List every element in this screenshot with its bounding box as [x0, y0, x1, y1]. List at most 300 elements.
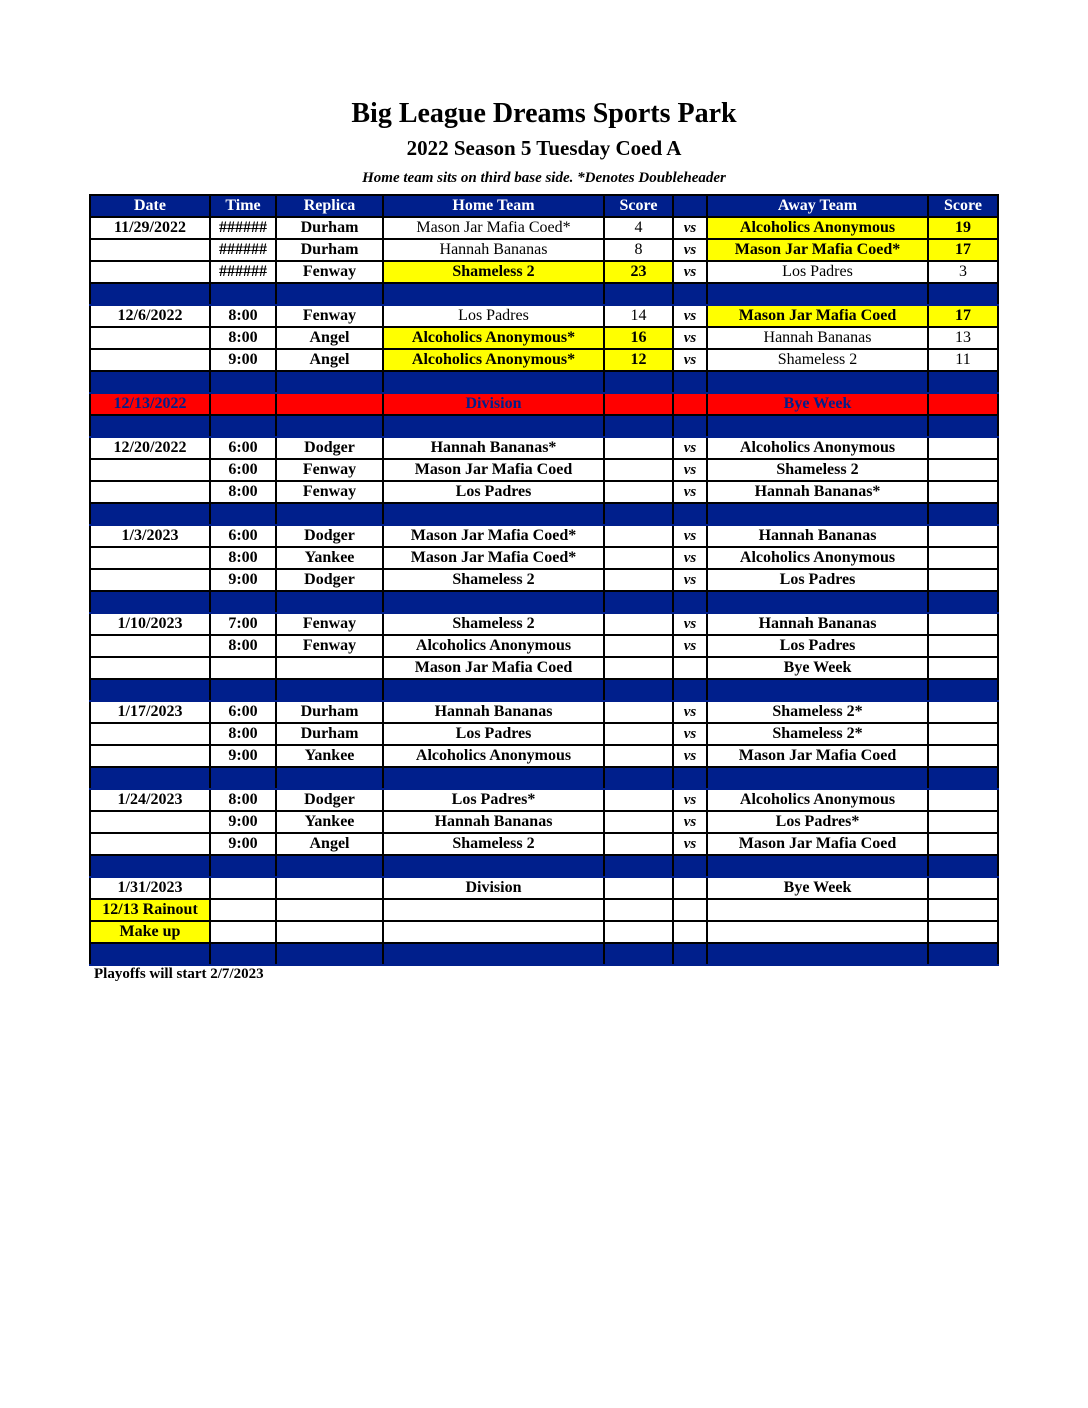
cell-replica: Angel [276, 833, 383, 855]
cell-away-score [928, 481, 998, 503]
cell-away-team: Los Padres* [707, 811, 928, 833]
cell-date: 1/17/2023 [90, 701, 210, 723]
cell-replica [276, 921, 383, 943]
cell-home-team: Alcoholics Anonymous [383, 745, 604, 767]
table-header-row [90, 195, 998, 217]
table-row [90, 657, 998, 679]
separator-cell [707, 371, 928, 393]
cell-replica: Dodger [276, 525, 383, 547]
cell-vs [673, 657, 707, 679]
cell-away-score [928, 921, 998, 943]
cell-date: 12/6/2022 [90, 305, 210, 327]
cell-away-score: 13 [928, 327, 998, 349]
cell-vs: vs [673, 261, 707, 283]
separator-cell [90, 503, 210, 525]
separator-cell [928, 283, 998, 305]
cell-home-team: Alcoholics Anonymous* [383, 349, 604, 371]
cell-time: 8:00 [210, 481, 276, 503]
cell-home-score [604, 789, 673, 811]
cell-away-score [928, 701, 998, 723]
cell-home-score [604, 437, 673, 459]
table-row [90, 393, 998, 415]
cell-date [90, 459, 210, 481]
cell-home-score [604, 899, 673, 921]
table-row [90, 833, 998, 855]
cell-vs [673, 393, 707, 415]
separator-cell [383, 283, 604, 305]
separator-cell [90, 415, 210, 437]
cell-vs: vs [673, 349, 707, 371]
separator-cell [383, 855, 604, 877]
cell-vs: vs [673, 613, 707, 635]
cell-home-team: Shameless 2 [383, 569, 604, 591]
cell-home-team: Division [383, 877, 604, 899]
cell-replica [276, 877, 383, 899]
cell-away-score: 19 [928, 217, 998, 239]
cell-date [90, 327, 210, 349]
cell-vs: vs [673, 789, 707, 811]
separator-cell [673, 415, 707, 437]
cell-away-team [707, 899, 928, 921]
cell-time: ###### [210, 261, 276, 283]
cell-home-score [604, 635, 673, 657]
separator-cell [210, 943, 276, 965]
separator-cell [90, 679, 210, 701]
separator-cell [928, 503, 998, 525]
cell-away-team: Los Padres [707, 569, 928, 591]
cell-date [90, 657, 210, 679]
separator-cell [276, 679, 383, 701]
cell-away-score [928, 569, 998, 591]
cell-vs: vs [673, 811, 707, 833]
cell-away-team: Shameless 2* [707, 723, 928, 745]
cell-away-team [707, 921, 928, 943]
cell-home-score: 23 [604, 261, 673, 283]
cell-away-team: Alcoholics Anonymous [707, 547, 928, 569]
cell-home-score [604, 657, 673, 679]
cell-replica: Yankee [276, 811, 383, 833]
cell-away-team: Alcoholics Anonymous [707, 789, 928, 811]
cell-home-score [604, 723, 673, 745]
cell-replica: Durham [276, 701, 383, 723]
separator-cell [928, 371, 998, 393]
separator-cell [90, 855, 210, 877]
cell-away-team: Alcoholics Anonymous [707, 437, 928, 459]
separator-cell [707, 415, 928, 437]
separator-cell [673, 371, 707, 393]
cell-replica: Fenway [276, 459, 383, 481]
cell-away-score [928, 459, 998, 481]
schedule-note: Home team sits on third base side. *Denotes Doubleheader [362, 170, 726, 186]
cell-home-team: Los Padres* [383, 789, 604, 811]
table-row [90, 481, 998, 503]
cell-date [90, 547, 210, 569]
table-row [90, 613, 998, 635]
cell-home-score [604, 811, 673, 833]
separator-cell [210, 371, 276, 393]
separator-cell [90, 371, 210, 393]
cell-away-team: Shameless 2 [707, 349, 928, 371]
separator-cell [604, 283, 673, 305]
cell-time: 8:00 [210, 723, 276, 745]
cell-away-team: Mason Jar Mafia Coed* [707, 239, 928, 261]
separator-cell [276, 503, 383, 525]
cell-home-team: Mason Jar Mafia Coed* [383, 547, 604, 569]
table-row [90, 745, 998, 767]
week-separator-row [90, 943, 998, 965]
cell-date: 11/29/2022 [90, 217, 210, 239]
separator-cell [928, 943, 998, 965]
cell-replica: Yankee [276, 745, 383, 767]
separator-cell [707, 283, 928, 305]
cell-home-score [604, 745, 673, 767]
cell-home-team: Los Padres [383, 305, 604, 327]
cell-time [210, 899, 276, 921]
cell-time: 8:00 [210, 789, 276, 811]
separator-cell [90, 767, 210, 789]
table-row [90, 899, 998, 921]
col-header-time: Time [210, 195, 276, 217]
cell-replica: Angel [276, 327, 383, 349]
table-row [90, 547, 998, 569]
week-separator-row [90, 503, 998, 525]
cell-time [210, 657, 276, 679]
separator-cell [210, 283, 276, 305]
cell-time: 6:00 [210, 437, 276, 459]
cell-away-team: Mason Jar Mafia Coed [707, 745, 928, 767]
cell-replica: Fenway [276, 481, 383, 503]
cell-away-team: Hannah Bananas [707, 613, 928, 635]
playoffs-note: Playoffs will start 2/7/2023 [94, 966, 264, 982]
cell-time: 6:00 [210, 701, 276, 723]
cell-away-score: 3 [928, 261, 998, 283]
separator-cell [928, 415, 998, 437]
cell-date [90, 723, 210, 745]
cell-vs: vs [673, 635, 707, 657]
cell-date: 1/10/2023 [90, 613, 210, 635]
separator-cell [276, 767, 383, 789]
separator-cell [210, 415, 276, 437]
cell-replica: Fenway [276, 305, 383, 327]
cell-away-team: Shameless 2 [707, 459, 928, 481]
cell-vs: vs [673, 327, 707, 349]
cell-vs [673, 877, 707, 899]
cell-vs: vs [673, 745, 707, 767]
cell-time: 7:00 [210, 613, 276, 635]
cell-home-team: Hannah Bananas [383, 239, 604, 261]
separator-cell [276, 855, 383, 877]
cell-replica: Angel [276, 349, 383, 371]
cell-vs: vs [673, 437, 707, 459]
cell-away-score [928, 657, 998, 679]
cell-home-team: Hannah Bananas* [383, 437, 604, 459]
cell-vs: vs [673, 723, 707, 745]
cell-away-score [928, 745, 998, 767]
separator-cell [707, 503, 928, 525]
table-row [90, 723, 998, 745]
table-row [90, 525, 998, 547]
separator-cell [707, 943, 928, 965]
cell-home-score: 4 [604, 217, 673, 239]
cell-home-score [604, 525, 673, 547]
table-row [90, 349, 998, 371]
cell-replica: Dodger [276, 789, 383, 811]
cell-replica: Yankee [276, 547, 383, 569]
cell-home-team [383, 899, 604, 921]
cell-time: 6:00 [210, 525, 276, 547]
separator-cell [604, 371, 673, 393]
separator-cell [276, 943, 383, 965]
cell-replica: Fenway [276, 613, 383, 635]
col-header-home-team: Home Team [383, 195, 604, 217]
col-header-date: Date [90, 195, 210, 217]
cell-vs: vs [673, 217, 707, 239]
cell-home-team [383, 921, 604, 943]
week-separator-row [90, 591, 998, 613]
cell-home-score [604, 833, 673, 855]
separator-cell [383, 943, 604, 965]
cell-date [90, 481, 210, 503]
separator-cell [210, 855, 276, 877]
separator-cell [383, 415, 604, 437]
table-row [90, 261, 998, 283]
cell-replica: Durham [276, 723, 383, 745]
cell-home-team: Shameless 2 [383, 833, 604, 855]
cell-away-team: Hannah Bananas* [707, 481, 928, 503]
table-row [90, 459, 998, 481]
separator-cell [604, 415, 673, 437]
separator-cell [276, 591, 383, 613]
cell-away-score [928, 833, 998, 855]
cell-replica: Fenway [276, 635, 383, 657]
separator-cell [673, 503, 707, 525]
separator-cell [673, 591, 707, 613]
cell-away-team: Bye Week [707, 393, 928, 415]
separator-cell [210, 679, 276, 701]
cell-date: 1/31/2023 [90, 877, 210, 899]
cell-away-score: 17 [928, 305, 998, 327]
table-row [90, 239, 998, 261]
separator-cell [604, 503, 673, 525]
separator-cell [210, 503, 276, 525]
separator-cell [90, 943, 210, 965]
cell-home-score [604, 877, 673, 899]
separator-cell [383, 767, 604, 789]
separator-cell [707, 679, 928, 701]
cell-time: ###### [210, 239, 276, 261]
separator-cell [383, 503, 604, 525]
cell-time: 9:00 [210, 745, 276, 767]
separator-cell [707, 591, 928, 613]
col-header-away-score: Score [928, 195, 998, 217]
cell-vs: vs [673, 701, 707, 723]
cell-away-team: Hannah Bananas [707, 327, 928, 349]
separator-cell [276, 283, 383, 305]
week-separator-row [90, 283, 998, 305]
cell-time [210, 921, 276, 943]
separator-cell [210, 591, 276, 613]
separator-cell [928, 591, 998, 613]
cell-date [90, 635, 210, 657]
cell-away-team: Hannah Bananas [707, 525, 928, 547]
table-row [90, 701, 998, 723]
cell-replica: Fenway [276, 261, 383, 283]
separator-cell [383, 591, 604, 613]
separator-cell [383, 371, 604, 393]
week-separator-row [90, 855, 998, 877]
cell-away-score [928, 547, 998, 569]
cell-home-score [604, 547, 673, 569]
cell-home-team: Shameless 2 [383, 613, 604, 635]
cell-time: 8:00 [210, 327, 276, 349]
cell-home-score: 12 [604, 349, 673, 371]
cell-away-score [928, 437, 998, 459]
cell-home-score [604, 701, 673, 723]
separator-cell [604, 855, 673, 877]
table-row [90, 327, 998, 349]
week-separator-row [90, 415, 998, 437]
separator-cell [673, 767, 707, 789]
cell-date: 12/13 Rainout [90, 899, 210, 921]
separator-cell [928, 855, 998, 877]
cell-time: 9:00 [210, 811, 276, 833]
cell-home-team: Mason Jar Mafia Coed [383, 657, 604, 679]
cell-away-score [928, 899, 998, 921]
cell-date [90, 261, 210, 283]
week-separator-row [90, 679, 998, 701]
col-header-away-team: Away Team [707, 195, 928, 217]
cell-vs: vs [673, 569, 707, 591]
page-subtitle: 2022 Season 5 Tuesday Coed A [406, 136, 682, 160]
cell-time: ###### [210, 217, 276, 239]
schedule-table [89, 194, 999, 966]
cell-away-score [928, 723, 998, 745]
cell-away-team: Mason Jar Mafia Coed [707, 833, 928, 855]
cell-date [90, 349, 210, 371]
cell-home-score [604, 569, 673, 591]
cell-away-score [928, 393, 998, 415]
cell-home-score [604, 393, 673, 415]
separator-cell [604, 591, 673, 613]
cell-vs: vs [673, 239, 707, 261]
cell-home-team: Mason Jar Mafia Coed [383, 459, 604, 481]
separator-cell [276, 371, 383, 393]
cell-vs: vs [673, 459, 707, 481]
cell-home-score [604, 459, 673, 481]
separator-cell [673, 855, 707, 877]
cell-time: 8:00 [210, 635, 276, 657]
cell-home-team: Shameless 2 [383, 261, 604, 283]
cell-away-score [928, 635, 998, 657]
table-row [90, 921, 998, 943]
cell-date: 1/3/2023 [90, 525, 210, 547]
cell-home-score [604, 921, 673, 943]
cell-replica: Dodger [276, 569, 383, 591]
cell-replica [276, 393, 383, 415]
cell-vs [673, 899, 707, 921]
cell-date [90, 569, 210, 591]
cell-date [90, 811, 210, 833]
cell-replica: Dodger [276, 437, 383, 459]
separator-cell [90, 591, 210, 613]
cell-away-score [928, 789, 998, 811]
cell-away-team: Los Padres [707, 261, 928, 283]
table-row [90, 437, 998, 459]
cell-away-team: Shameless 2* [707, 701, 928, 723]
cell-home-team: Los Padres [383, 723, 604, 745]
table-row [90, 877, 998, 899]
col-header-vs [673, 195, 707, 217]
cell-home-score: 8 [604, 239, 673, 261]
col-header-home-score: Score [604, 195, 673, 217]
cell-home-team: Los Padres [383, 481, 604, 503]
table-row [90, 635, 998, 657]
cell-vs: vs [673, 305, 707, 327]
cell-home-team: Alcoholics Anonymous* [383, 327, 604, 349]
cell-time [210, 393, 276, 415]
cell-away-team: Mason Jar Mafia Coed [707, 305, 928, 327]
separator-cell [383, 679, 604, 701]
cell-home-team: Mason Jar Mafia Coed* [383, 217, 604, 239]
cell-date: 1/24/2023 [90, 789, 210, 811]
cell-date: 12/13/2022 [90, 393, 210, 415]
cell-date [90, 833, 210, 855]
table-row [90, 217, 998, 239]
page-title: Big League Dreams Sports Park [351, 98, 737, 129]
cell-home-score [604, 481, 673, 503]
cell-time: 9:00 [210, 349, 276, 371]
cell-replica [276, 899, 383, 921]
separator-cell [604, 767, 673, 789]
separator-cell [928, 679, 998, 701]
cell-date: 12/20/2022 [90, 437, 210, 459]
cell-home-team: Hannah Bananas [383, 811, 604, 833]
cell-time: 6:00 [210, 459, 276, 481]
separator-cell [604, 679, 673, 701]
cell-vs: vs [673, 547, 707, 569]
separator-cell [928, 767, 998, 789]
cell-away-score [928, 811, 998, 833]
cell-date [90, 239, 210, 261]
cell-away-team: Los Padres [707, 635, 928, 657]
week-separator-row [90, 371, 998, 393]
separator-cell [604, 943, 673, 965]
cell-vs: vs [673, 481, 707, 503]
cell-home-score: 16 [604, 327, 673, 349]
separator-cell [673, 679, 707, 701]
cell-away-score: 11 [928, 349, 998, 371]
schedule-body [90, 217, 998, 965]
cell-time: 8:00 [210, 547, 276, 569]
cell-vs: vs [673, 525, 707, 547]
col-header-replica: Replica [276, 195, 383, 217]
separator-cell [90, 283, 210, 305]
cell-away-team: Bye Week [707, 657, 928, 679]
separator-cell [673, 283, 707, 305]
cell-vs: vs [673, 833, 707, 855]
separator-cell [210, 767, 276, 789]
cell-time [210, 877, 276, 899]
cell-replica: Durham [276, 217, 383, 239]
separator-cell [707, 767, 928, 789]
cell-home-team: Division [383, 393, 604, 415]
cell-time: 9:00 [210, 569, 276, 591]
week-separator-row [90, 767, 998, 789]
cell-away-team: Bye Week [707, 877, 928, 899]
cell-home-team: Hannah Bananas [383, 701, 604, 723]
table-row [90, 811, 998, 833]
cell-home-team: Alcoholics Anonymous [383, 635, 604, 657]
